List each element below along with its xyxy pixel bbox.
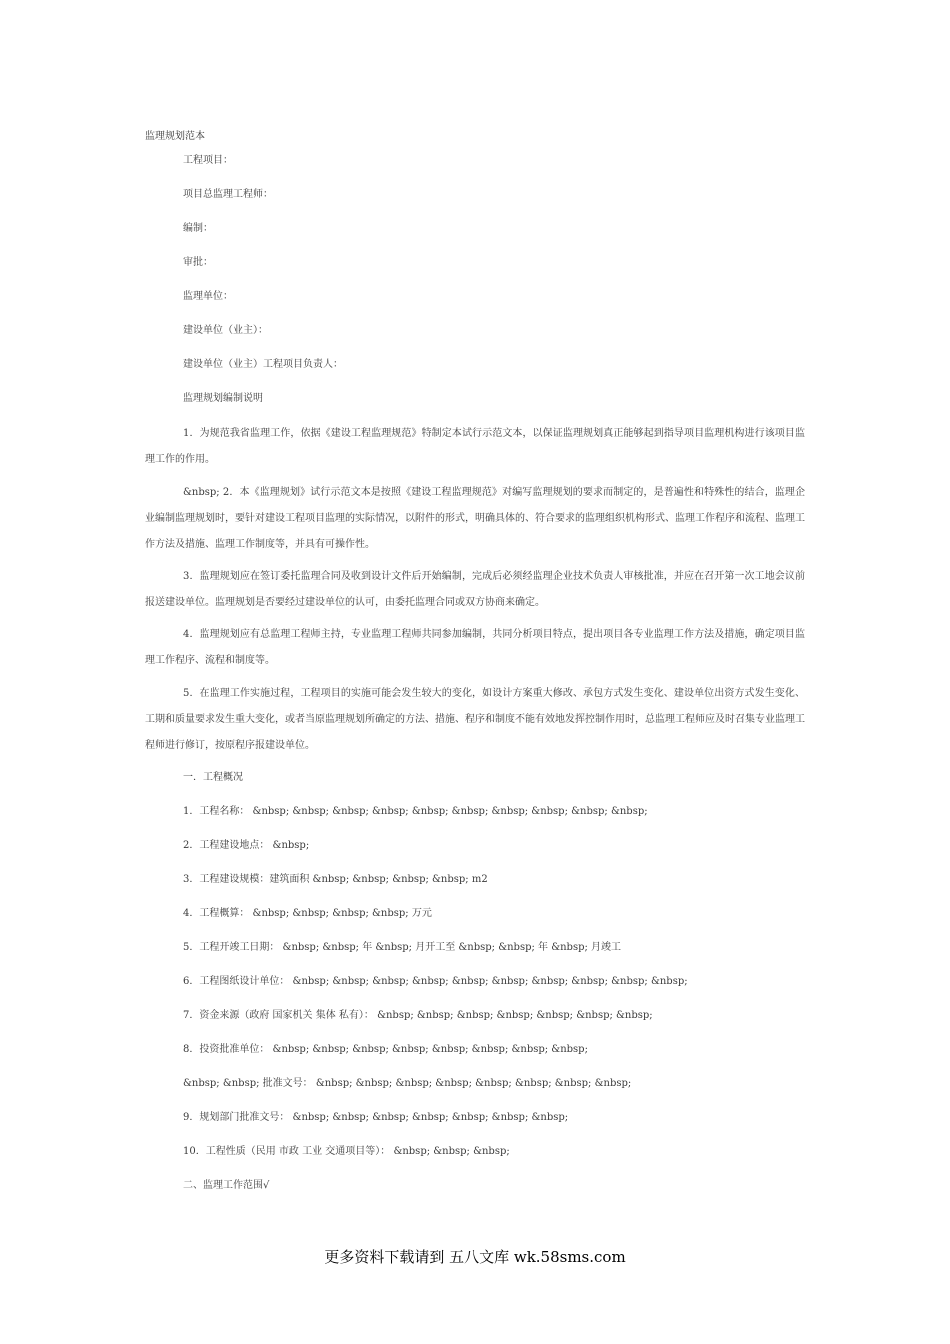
overview-item: 3．工程建设规模：建筑面积 &nbsp; &nbsp; &nbsp; &nbsp; m2: [183, 874, 488, 885]
field-approved-by: 审批：: [183, 257, 213, 268]
overview-item: 8．投资批准单位： &nbsp; &nbsp; &nbsp; &nbsp; &nbsp; &nbsp; &nbsp; &nbsp;: [183, 1044, 588, 1055]
overview-item: 5．工程开竣工日期： &nbsp; &nbsp; 年 &nbsp; 月开工至 &nbsp; &nbsp; 年 &nbsp; 月竣工: [183, 942, 622, 953]
overview-item: 9．规划部门批准文号： &nbsp; &nbsp; &nbsp; &nbsp; &nbsp; &nbsp; &nbsp;: [183, 1112, 569, 1123]
overview-item: &nbsp; &nbsp; 批准文号： &nbsp; &nbsp; &nbsp; &nbsp; &nbsp; &nbsp; &nbsp; &nbsp;: [183, 1078, 632, 1089]
field-project: 工程项目：: [183, 155, 233, 166]
overview-item: 6．工程图纸设计单位： &nbsp; &nbsp; &nbsp; &nbsp; &nbsp; &nbsp; &nbsp; &nbsp; &nbsp; &nbsp;: [183, 976, 688, 987]
overview-item: 1．工程名称： &nbsp; &nbsp; &nbsp; &nbsp; &nbsp; &nbsp; &nbsp; &nbsp; &nbsp; &nbsp;: [183, 806, 648, 817]
section-heading-notes: 监理规划编制说明: [183, 393, 263, 404]
field-chief-engineer: 项目总监理工程师：: [183, 189, 273, 200]
overview-item: 4．工程概算： &nbsp; &nbsp; &nbsp; &nbsp; 万元: [183, 908, 432, 919]
field-prepared-by: 编制：: [183, 223, 213, 234]
footer-link[interactable]: 更多资料下载请到 五八文库 wk.58sms.com: [324, 1248, 626, 1266]
paragraph-1: 1．为规范我省监理工作，依据《建设工程监理规范》特制定本试行示范文本，以保证监理规划真正能够起到指导项目监理机构进行该项目监理工作的作用。: [145, 428, 805, 465]
overview-item: 2．工程建设地点： &nbsp;: [183, 840, 310, 851]
field-supervision-unit: 监理单位：: [183, 291, 233, 302]
document-title: 监理规划范本: [145, 131, 205, 142]
paragraph-3: 3．监理规划应在签订委托监理合同及收到设计文件后开始编制，完成后必须经监理企业技术负责人审核批准，并应在召开第一次工地会议前报送建设单位。监理规划是否要经过建设单位的认可，由委托监理合同或双方协商来确定。: [145, 571, 805, 608]
overview-item: 7．资金来源（政府 国家机关 集体 私有）： &nbsp; &nbsp; &nbsp; &nbsp; &nbsp; &nbsp; &nbsp;: [183, 1010, 653, 1021]
field-owner: 建设单位（业主）：: [183, 325, 268, 336]
field-owner-manager: 建设单位（业主）工程项目负责人：: [183, 359, 343, 370]
section-heading-scope: 二、监理工作范围√: [183, 1180, 270, 1191]
overview-item: 10．工程性质（民用 市政 工业 交通项目等）： &nbsp; &nbsp; &nbsp;: [183, 1146, 510, 1157]
section-heading-overview: 一．工程概况: [183, 772, 243, 783]
paragraph-5: 5．在监理工作实施过程，工程项目的实施可能会发生较大的变化，如设计方案重大修改、承包方式发生变化、建设单位出资方式发生变化、工期和质量要求发生重大变化，或者当原监理规划所确定的方法、措施、程序和制度不能有效地发挥控制作用时，总监理工程师应及时召集专业监理工程师进行修订，按原程序报建设单位。: [145, 688, 805, 751]
paragraph-2: &nbsp; 2．本《监理规划》试行示范文本是按照《建设工程监理规范》对编写监理规划的要求而制定的，是普遍性和特殊性的结合，监理企业编制监理规划时，要针对建设工程项目监理的实际情况，以附件的形式，明确具体的、符合要求的监理组织机构形式、监理工作程序和流程、监理工作方法及措施、监理工作制度等，并具有可操作性。: [145, 487, 805, 550]
paragraph-4: 4．监理规划应有总监理工程师主持，专业监理工程师共同参加编制，共同分析项目特点，提出项目各专业监理工作方法及措施，确定项目监理工作程序、流程和制度等。: [145, 629, 805, 666]
